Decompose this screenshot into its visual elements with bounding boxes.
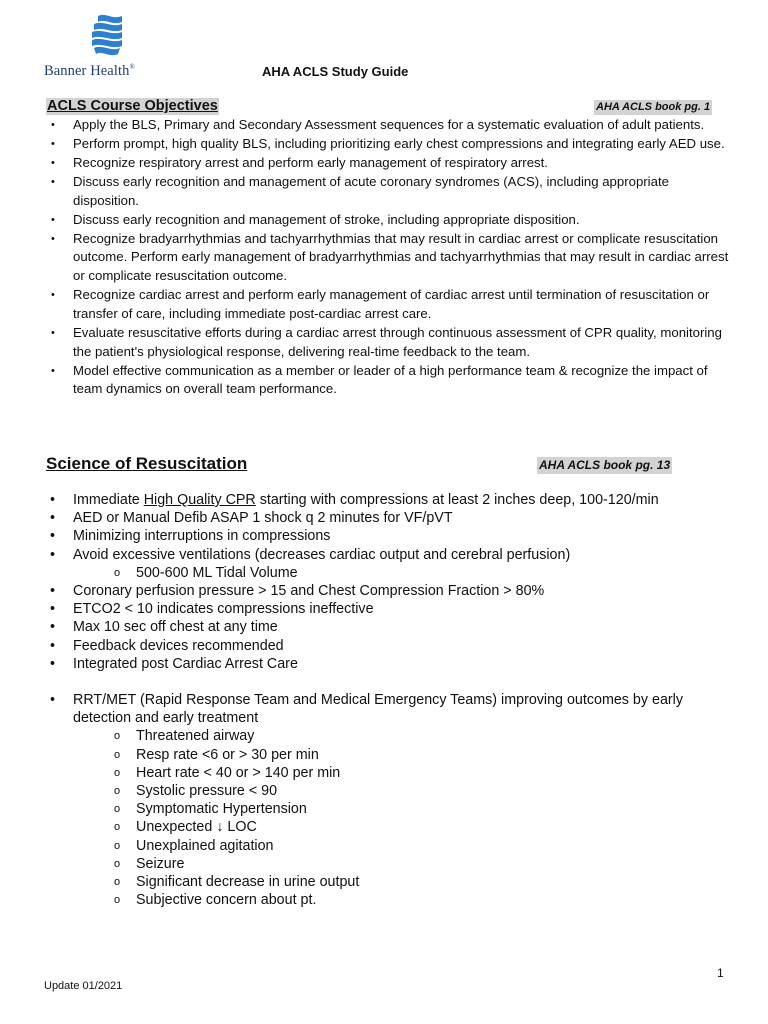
- objectives-book-reference: AHA ACLS book pg. 1: [596, 101, 711, 113]
- sub-list-item: o Systolic pressure < 90: [46, 782, 736, 800]
- list-item: • Minimizing interruptions in compressions: [46, 527, 736, 545]
- list-item: • Integrated post Cardiac Arrest Care: [46, 655, 736, 673]
- list-item: • Max 10 sec off chest at any time: [46, 618, 736, 636]
- list-item: • Avoid excessive ventilations (decreases cardiac output and cerebral perfusion): [46, 546, 736, 564]
- list-item: • Recognize cardiac arrest and perform early management of cardiac arrest until termination of resuscitation or transfer of care, including immediate post-cardiac arrest care.: [46, 286, 730, 323]
- page-number: 1: [717, 966, 724, 980]
- list-item: • Feedback devices recommended: [46, 637, 736, 655]
- list-item: • Coronary perfusion pressure > 15 and Chest Compression Fraction > 80%: [46, 582, 736, 600]
- sub-list-item: o Subjective concern about pt.: [46, 891, 736, 909]
- objectives-heading: ACLS Course Objectives: [47, 98, 218, 114]
- sub-list-item: o Heart rate < 40 or > 140 per min: [46, 764, 736, 782]
- sub-list-item: o 500-600 ML Tidal Volume: [46, 564, 736, 582]
- science-list: [46, 491, 736, 909]
- list-item: • Discuss early recognition and management of stroke, including appropriate disposition.: [46, 211, 730, 230]
- list-item: • Recognize respiratory arrest and perform early management of respiratory arrest.: [46, 154, 730, 173]
- document-title: AHA ACLS Study Guide: [262, 64, 409, 79]
- sub-list-item: o Unexplained agitation: [46, 837, 736, 855]
- sub-list-item: o Symptomatic Hypertension: [46, 800, 736, 818]
- update-date: Update 01/2021: [44, 980, 123, 992]
- science-heading: Science of Resuscitation: [46, 454, 248, 473]
- sub-list-item: o Unexpected ↓ LOC: [46, 818, 736, 836]
- list-item: • Recognize bradyarrhythmias and tachyarrhythmias that may result in cardiac arrest or complicate resuscitation outcome. Perform early management of bradyarrhythmias and tachyarrhythmias that may result in cardiac arrest or complicate resuscitation outcome.: [46, 230, 730, 286]
- list-item: • Model effective communication as a member or leader of a high performance team & recognize the impact of team dynamics on overall team performance.: [46, 362, 730, 399]
- list-item: • AED or Manual Defib ASAP 1 shock q 2 minutes for VF/pVT: [46, 509, 736, 527]
- sub-list-item: o Significant decrease in urine output: [46, 873, 736, 891]
- list-item: • Perform prompt, high quality BLS, including prioritizing early chest compressions and integrating early AED use.: [46, 135, 730, 154]
- list-item: • Evaluate resuscitative efforts during a cardiac arrest through continuous assessment of CPR quality, monitoring the patient's physiological response, delivering real-time feedback to the team.: [46, 324, 730, 361]
- high-quality-cpr-text: High Quality CPR: [143, 492, 256, 508]
- brand-name: Banner Health®: [44, 63, 135, 79]
- list-item: • Discuss early recognition and management of acute coronary syndromes (ACS), including appropriate disposition.: [46, 173, 730, 210]
- science-book-reference: AHA ACLS book pg. 13: [539, 458, 671, 472]
- banner-health-wave-icon: [90, 14, 124, 60]
- sub-list-item: o Threatened airway: [46, 727, 736, 745]
- banner-health-logo: [44, 14, 156, 80]
- list-item: • ETCO2 < 10 indicates compressions ineffective: [46, 600, 736, 618]
- list-item: • Apply the BLS, Primary and Secondary Assessment sequences for a systematic evaluation of adult patients.: [46, 116, 730, 135]
- sub-list-item: o Seizure: [46, 855, 736, 873]
- sub-list-item: o Resp rate <6 or > 30 per min: [46, 746, 736, 764]
- list-item: • Immediate High Quality CPR starting with compressions at least 2 inches deep, 100-120/min: [46, 491, 736, 509]
- objectives-list: [46, 116, 730, 399]
- rrt-list-item: • RRT/MET (Rapid Response Team and Medical Emergency Teams) improving outcomes by early detection and early treatment: [46, 691, 736, 727]
